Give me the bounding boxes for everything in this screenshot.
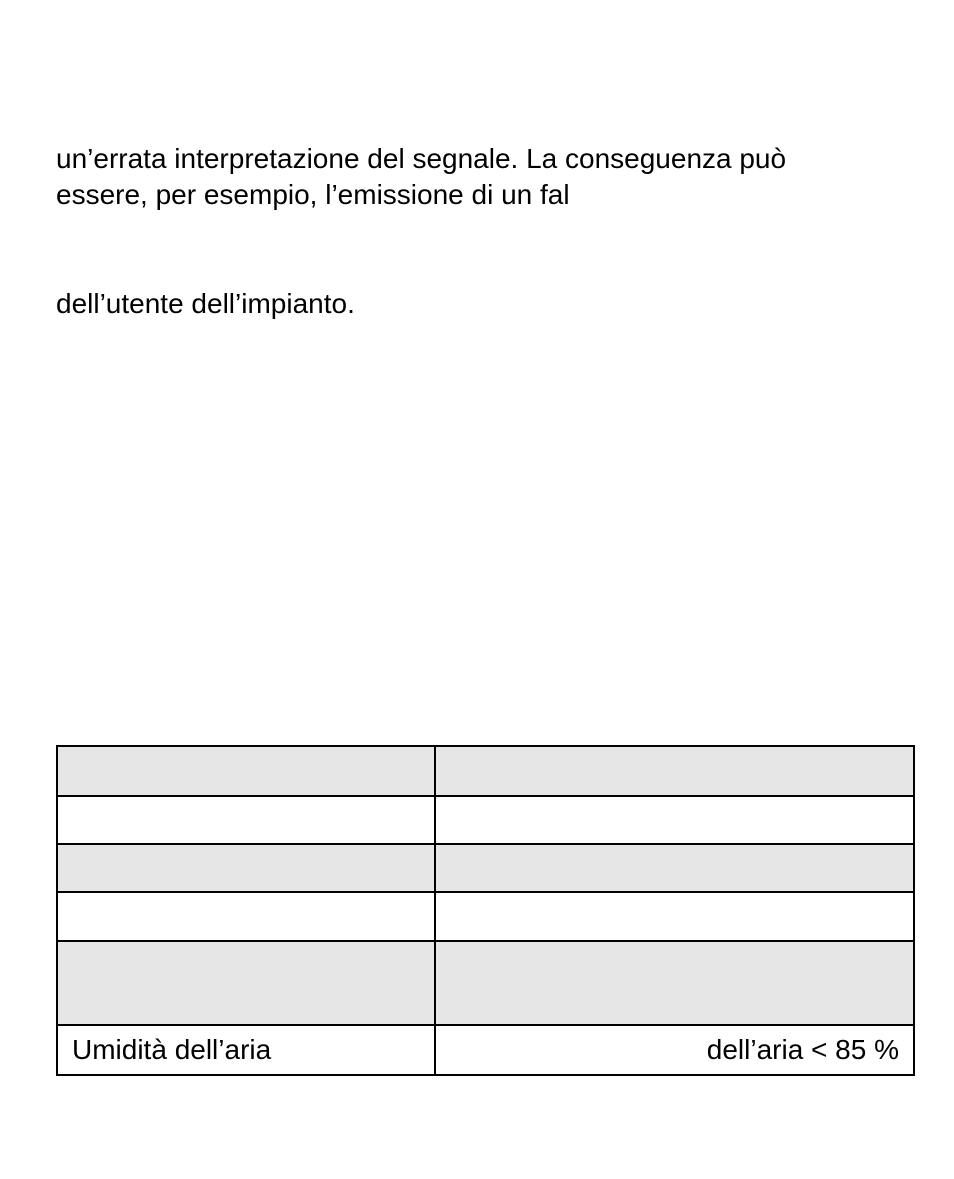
paragraph-2 — [56, 286, 355, 322]
table-cell-label — [57, 746, 435, 796]
table-cell-label — [57, 796, 435, 844]
table-row — [57, 844, 914, 892]
paragraph-2-line-1: dell’utente dell’impianto. — [56, 288, 355, 319]
table-row — [57, 1025, 914, 1075]
table-cell-value — [435, 941, 914, 1025]
table-cell-label — [57, 892, 435, 941]
specifications-table — [56, 745, 915, 1076]
paragraph-1 — [56, 141, 786, 213]
table-cell-value — [435, 796, 914, 844]
table-cell-label — [57, 844, 435, 892]
table-cell-value — [435, 844, 914, 892]
table-cell-value — [435, 892, 914, 941]
paragraph-1-line-1: un’errata interpretazione del segnale. La conseguenza può — [56, 143, 787, 174]
table-cell-label: Umidità dell’aria — [57, 1025, 435, 1075]
table-row — [57, 941, 914, 1025]
table-cell-value — [435, 746, 914, 796]
table-row — [57, 746, 914, 796]
table-row — [57, 796, 914, 844]
table-cell-label — [57, 941, 435, 1025]
table-cell-value: dell’aria < 85 % — [435, 1025, 914, 1075]
table-row — [57, 892, 914, 941]
paragraph-1-line-2: essere, per esempio, l’emissione di un fal — [56, 179, 570, 210]
